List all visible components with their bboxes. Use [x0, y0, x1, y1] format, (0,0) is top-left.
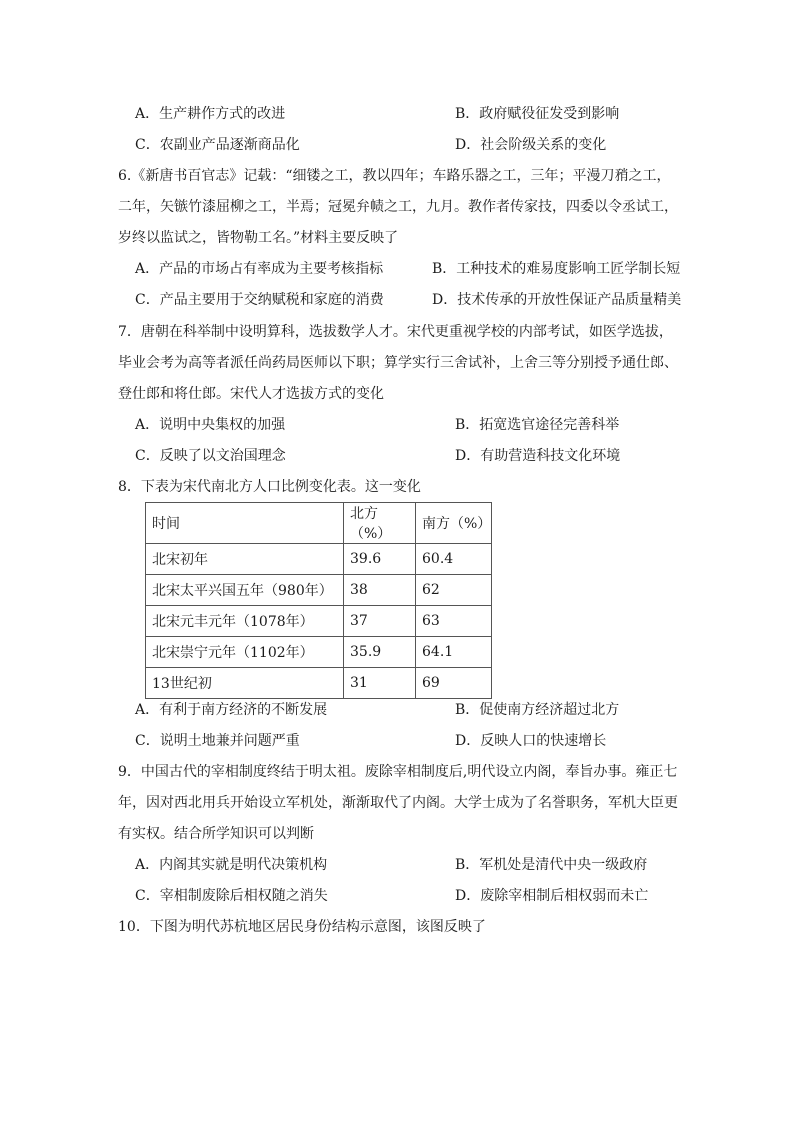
q9-option-b: B．军机处是清代中央一级政府 — [455, 857, 648, 873]
q8-option-c: C．说明土地兼并问题严重 — [135, 733, 300, 749]
q6-option-a: A．产品的市场占有率成为主要考核指标 — [135, 261, 384, 277]
q6-stem-line-3: 岁终以监试之，皆物勒工名。”材料主要反映了 — [118, 230, 399, 246]
table-row — [146, 575, 492, 606]
table-cell: 60.4 — [416, 544, 492, 575]
table-header-row — [146, 503, 492, 544]
q6-stem-line-2: 二年，矢镞竹漆屈柳之工，半焉；冠冕弁帻之工，九月。教作者传家技，四委以令丞试工， — [118, 199, 678, 215]
q7-option-d: D．有助营造科技文化环境 — [455, 448, 621, 464]
q6-option-b: B．工种技术的难易度影响工匠学制长短 — [432, 261, 681, 277]
table-cell: 63 — [416, 606, 492, 637]
q9-option-d: D．废除宰相制后相权弱而未亡 — [455, 888, 649, 904]
q6-option-c: C．产品主要用于交纳赋税和家庭的消费 — [135, 292, 384, 308]
table-row — [146, 668, 492, 699]
q7-option-b: B．拓宽选官途径完善科举 — [455, 417, 620, 433]
table-cell: 37 — [344, 606, 416, 637]
table-cell: 北宋元丰元年（1078年） — [146, 606, 344, 637]
table-header-cell: 时间 — [146, 503, 344, 544]
table-cell: 北宋太平兴国五年（980年） — [146, 575, 344, 606]
table-cell: 64.1 — [416, 637, 492, 668]
table-row — [146, 606, 492, 637]
q8-option-d: D．反映人口的快速增长 — [455, 733, 607, 749]
table-cell: 39.6 — [344, 544, 416, 575]
table-header-cell: 南方（%） — [416, 503, 492, 544]
population-table — [145, 502, 492, 699]
table-row — [146, 544, 492, 575]
q7-option-c: C．反映了以文治国理念 — [135, 448, 286, 464]
q10-stem: 10．下图为明代苏杭地区居民身份结构示意图，该图反映了 — [118, 919, 486, 935]
q9-stem-line-1: 9．中国古代的宰相制度终结于明太祖。废除宰相制度后,明代设立内阁，奉旨办事。雍正七 — [118, 764, 678, 780]
table-row — [146, 637, 492, 668]
q5-option-d: D．社会阶级关系的变化 — [455, 137, 607, 153]
table-cell: 北宋崇宁元年（1102年） — [146, 637, 344, 668]
table-cell: 69 — [416, 668, 492, 699]
table-cell: 31 — [344, 668, 416, 699]
q9-stem-line-2: 年，因对西北用兵开始设立军机处，渐渐取代了内阁。大学士成为了名誉职务，军机大臣更 — [118, 795, 678, 811]
q9-option-c: C．宰相制废除后相权随之消失 — [135, 888, 328, 904]
table-cell: 62 — [416, 575, 492, 606]
table-cell: 13世纪初 — [146, 668, 344, 699]
q6-stem-line-1: 6.《新唐书百官志》记载：“细镂之工，教以四年；车路乐器之工，三年；平漫刀矟之工， — [118, 168, 671, 184]
q7-stem-line-1: 7．唐朝在科举制中设明算科，选拔数学人才。宋代更重视学校的内部考试，如医学选拔， — [118, 324, 673, 340]
q9-option-a: A．内阁其实就是明代决策机构 — [135, 857, 328, 873]
q8-stem: 8．下表为宋代南北方人口比例变化表。这一变化 — [118, 479, 421, 495]
q8-option-a: A．有利于南方经济的不断发展 — [135, 702, 328, 718]
q9-stem-line-3: 有实权。结合所学知识可以判断 — [118, 826, 314, 842]
q6-option-d: D．技术传承的开放性保证产品质量精美 — [432, 292, 682, 308]
q5-option-c: C．农副业产品逐渐商品化 — [135, 137, 300, 153]
q7-stem-line-2: 毕业会考为高等者派任尚药局医师以下职；算学实行三舍试补，上舍三等分别授予通仕郎、 — [118, 355, 678, 371]
q7-stem-line-3: 登仕郎和将仕郎。宋代人才选拔方式的变化 — [118, 386, 384, 402]
q8-option-b: B．促使南方经济超过北方 — [455, 702, 620, 718]
table-cell: 北宋初年 — [146, 544, 344, 575]
table-cell: 35.9 — [344, 637, 416, 668]
table-cell: 38 — [344, 575, 416, 606]
q5-option-b: B．政府赋役征发受到影响 — [455, 106, 620, 122]
table-header-cell: 北方（%） — [344, 503, 416, 544]
q7-option-a: A．说明中央集权的加强 — [135, 417, 286, 433]
q5-option-a: A．生产耕作方式的改进 — [135, 106, 286, 122]
